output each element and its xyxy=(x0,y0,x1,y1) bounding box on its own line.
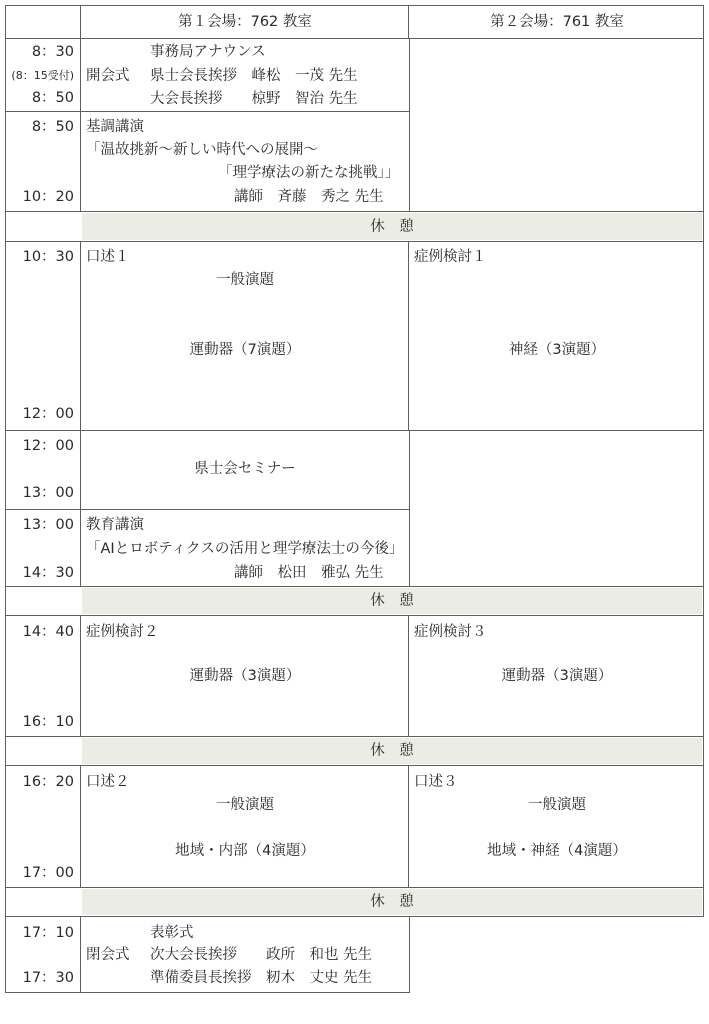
oral1-subtitle: 一般演題 xyxy=(216,272,274,288)
oral1-time-divider xyxy=(80,241,81,431)
hall2-empty-mid xyxy=(409,430,704,587)
oral2-subtitle: 一般演題 xyxy=(216,797,274,813)
oral2-start-time: 16：20 xyxy=(22,774,74,790)
keynote-title-1: 「温故挑新～新しい時代への展開～ xyxy=(86,142,318,158)
oral-hall-divider xyxy=(408,765,409,888)
closing-time-divider xyxy=(80,916,81,993)
education-end-time: 14：30 xyxy=(22,565,74,581)
opening-line-3: 大会長挨拶 椋野 智治 先生 xyxy=(150,91,358,107)
seminar-end-time: 13：00 xyxy=(22,485,74,501)
oral3-topic: 地域・神経（4演題） xyxy=(487,843,627,859)
oral2-label: 口述２ xyxy=(86,774,130,790)
seminar-start-time: 12：00 xyxy=(22,438,74,454)
oral1-start-time: 10：30 xyxy=(22,249,74,265)
keynote-label: 基調講演 xyxy=(86,119,144,135)
closing-end-time: 17：30 xyxy=(22,970,74,986)
break-label-2: 休 憩 xyxy=(370,593,414,609)
closing-line-2: 次大会長挨拶 政所 和也 先生 xyxy=(150,947,373,963)
case2-label: 症例検討２ xyxy=(86,624,159,640)
keynote-start-time: 8：50 xyxy=(31,119,74,135)
case2-topic: 運動器（3演題） xyxy=(189,668,301,684)
oral3-label: 口述３ xyxy=(414,774,458,790)
education-start-time: 13：00 xyxy=(22,517,74,533)
education-title: 「AIとロボティクスの活用と理学療法士の今後」 xyxy=(86,541,404,557)
keynote-lecturer: 講師 斉藤 秀之 先生 xyxy=(234,189,384,205)
case2-start-time: 14：40 xyxy=(22,624,74,640)
oral2-end-time: 17：00 xyxy=(22,865,74,881)
education-label: 教育講演 xyxy=(86,517,144,533)
hall1-header: 第１会場：762 教室 xyxy=(178,14,312,30)
keynote-end-time: 10：20 xyxy=(22,189,74,205)
closing-line-1: 表彰式 xyxy=(150,925,194,941)
closing-start-time: 17：10 xyxy=(22,925,74,941)
opening-reception-time: (8：15受付) xyxy=(11,69,74,82)
oral1-label: 口述１ xyxy=(86,249,130,265)
oral3-subtitle: 一般演題 xyxy=(528,797,586,813)
break-label-3: 休 憩 xyxy=(370,743,414,759)
case3-topic: 運動器（3演題） xyxy=(501,668,613,684)
opening-line-1: 事務局アナウンス xyxy=(150,44,266,60)
case-time-divider xyxy=(80,615,81,737)
education-lecturer: 講師 松田 雅弘 先生 xyxy=(234,565,384,581)
oral-time-divider xyxy=(80,765,81,888)
time-divider-top xyxy=(80,38,81,212)
closing-line-3: 準備委員長挨拶 籾木 丈史 先生 xyxy=(150,970,373,986)
oral1-topic: 運動器（7演題） xyxy=(189,342,301,358)
opening-label: 開会式 xyxy=(86,68,130,84)
oral1-hall-divider xyxy=(408,241,409,431)
header-divider-1 xyxy=(80,5,81,39)
opening-end-time: 8：50 xyxy=(31,90,74,106)
case1-label: 症例検討１ xyxy=(414,249,487,265)
case2-end-time: 16：10 xyxy=(22,714,74,730)
keynote-title-2: 「理学療法の新たな挑戦」」 xyxy=(218,165,400,181)
closing-label: 閉会式 xyxy=(86,947,130,963)
case3-label: 症例検討３ xyxy=(414,624,487,640)
break-label-4: 休 憩 xyxy=(370,894,414,910)
mid-time-divider xyxy=(80,430,81,587)
opening-line-2: 県士会長挨拶 峰松 一茂 先生 xyxy=(150,68,358,84)
case1-topic: 神経（3演題） xyxy=(508,342,606,358)
hall2-header: 第２会場：761 教室 xyxy=(490,14,624,30)
oral2-topic: 地域・内部（4演題） xyxy=(175,843,315,859)
seminar-title: 県士会セミナー xyxy=(194,461,296,477)
header-divider-2 xyxy=(408,5,409,39)
case-hall-divider xyxy=(408,615,409,737)
break-label-1: 休 憩 xyxy=(370,219,414,235)
hall2-empty-top xyxy=(409,38,704,212)
opening-start-time: 8：30 xyxy=(31,44,74,60)
oral1-end-time: 12：00 xyxy=(22,406,74,422)
